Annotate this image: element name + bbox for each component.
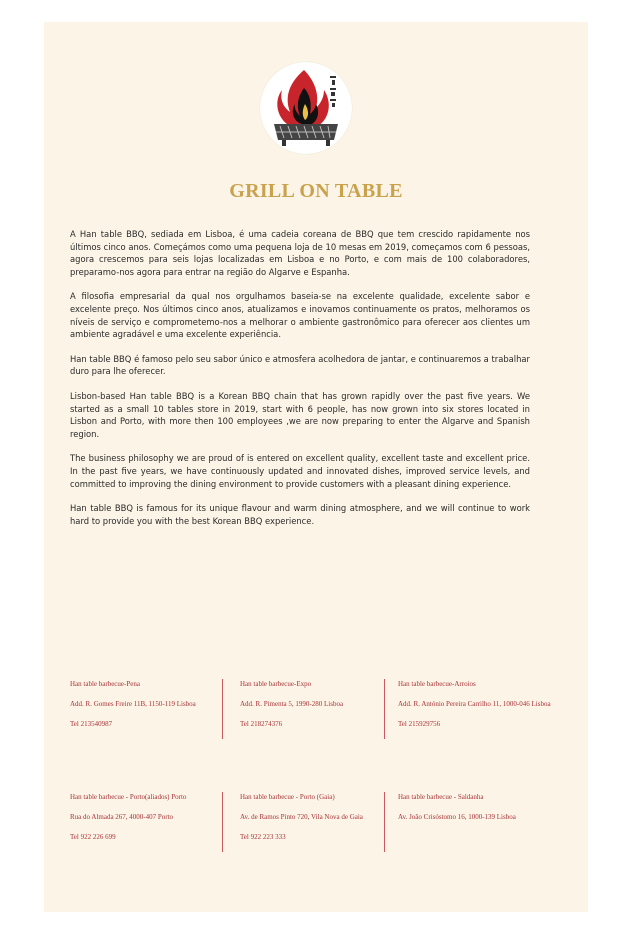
flame-grill-logo-icon [260, 62, 352, 154]
store-address: Add. R. Gomes Freire 11B, 1150-119 Lisboa [70, 700, 196, 708]
store-address: Av. João Crisóstomo 16, 1000-139 Lisboa [398, 813, 516, 821]
paragraph-pt-intro: A Han table BBQ, sediada em Lisboa, é uma cadeia coreana de BBQ que tem crescido rapidamente nos últimos cinco anos. Começámos como uma pequena loja de 10 mesas em 2019, começamos com 6 pessoas, agora crescemos para seis lojas localizadas em Lisboa e no Porto, e com mais de 100 colaboradores, preparamo-nos agora para entrar na região do Algarve e Espanha. [70, 229, 530, 277]
store-phone: Tel 215929756 [398, 720, 441, 728]
store-porto-gaia [240, 792, 363, 854]
page-title: GRILL ON TABLE [229, 180, 403, 202]
store-phone: Tel 922 226 699 [70, 833, 116, 841]
store-name: Han table barbecue - Porto (Gaia) [240, 793, 335, 801]
store-phone: Tel 218274376 [240, 720, 283, 728]
store-name: Han table barbecue - Porto(aliados) Porto [70, 793, 187, 801]
paragraph-pt-closing: Han table BBQ é famoso pelo seu sabor único e atmosfera acolhedora de jantar, e continuaremos a trabalhar duro para lhe oferecer. [70, 353, 530, 377]
store-expo [240, 679, 343, 741]
divider [222, 792, 223, 852]
paragraph-en-philosophy: The business philosophy we are proud of is entered on excellent quality, excellent taste and excellent price. In the past five years, we have continuously updated and innovated dishes, improved service levels, and committed to improving the dining environment to provide customers with a pleasant dining experience. [70, 453, 530, 489]
description [70, 228, 530, 539]
store-saldanha [398, 792, 516, 854]
store-arroios [398, 679, 551, 741]
store-phone: Tel 213540987 [70, 720, 113, 728]
store-name: Han table barbecue-Pena [70, 680, 140, 688]
paragraph-en-intro: Lisbon-based Han table BBQ is a Korean BBQ chain that has grown rapidly over the past five years. We started as a small 10 tables store in 2019, start with 6 people, has now grown into six stores located in Lisbon and Porto, with more then 100 employees ,we are now preparing to enter the Algarve and Spanish region. [70, 390, 530, 439]
store-address: Av. de Ramos Pinto 720, Vila Nova de Gaia [240, 813, 363, 821]
paragraph-pt-philosophy: A filosofia empresarial da qual nos orgulhamos baseia-se na excelente qualidade, excelente sabor e excelente preço. Nos últimos cinco anos, atualizamos e inovamos continuamente os pratos, melhoramos os níveis de serviço e comprometemo-nos a melhorar o ambiente gastronômico para oferecer aos clientes um ambiente agradável e uma excelente experiência. [70, 291, 530, 340]
store-name: Han table barbecue - Saldanha [398, 793, 484, 801]
store-address: Rua do Almada 267, 4000-407 Porto [70, 813, 174, 821]
store-pena [70, 679, 196, 741]
divider [384, 792, 385, 852]
divider [384, 679, 385, 739]
store-porto-aliados [70, 792, 186, 854]
store-phone: Tel 922 223 333 [240, 833, 286, 841]
store-name: Han table barbecue-Arroios [398, 680, 476, 688]
divider [222, 679, 223, 739]
store-address: Add. R. António Pereira Carrilho 11, 1000-046 Lisboa [398, 700, 551, 708]
store-name: Han table barbecue-Expo [240, 680, 312, 688]
menu-page [44, 22, 588, 912]
paragraph-en-closing: Han table BBQ is famous for its unique flavour and warm dining atmosphere, and we will continue to work hard to provide you with the best Korean BBQ experience. [70, 503, 530, 526]
store-address: Add. R. Pimenta 5, 1990-280 Lisboa [240, 700, 344, 708]
